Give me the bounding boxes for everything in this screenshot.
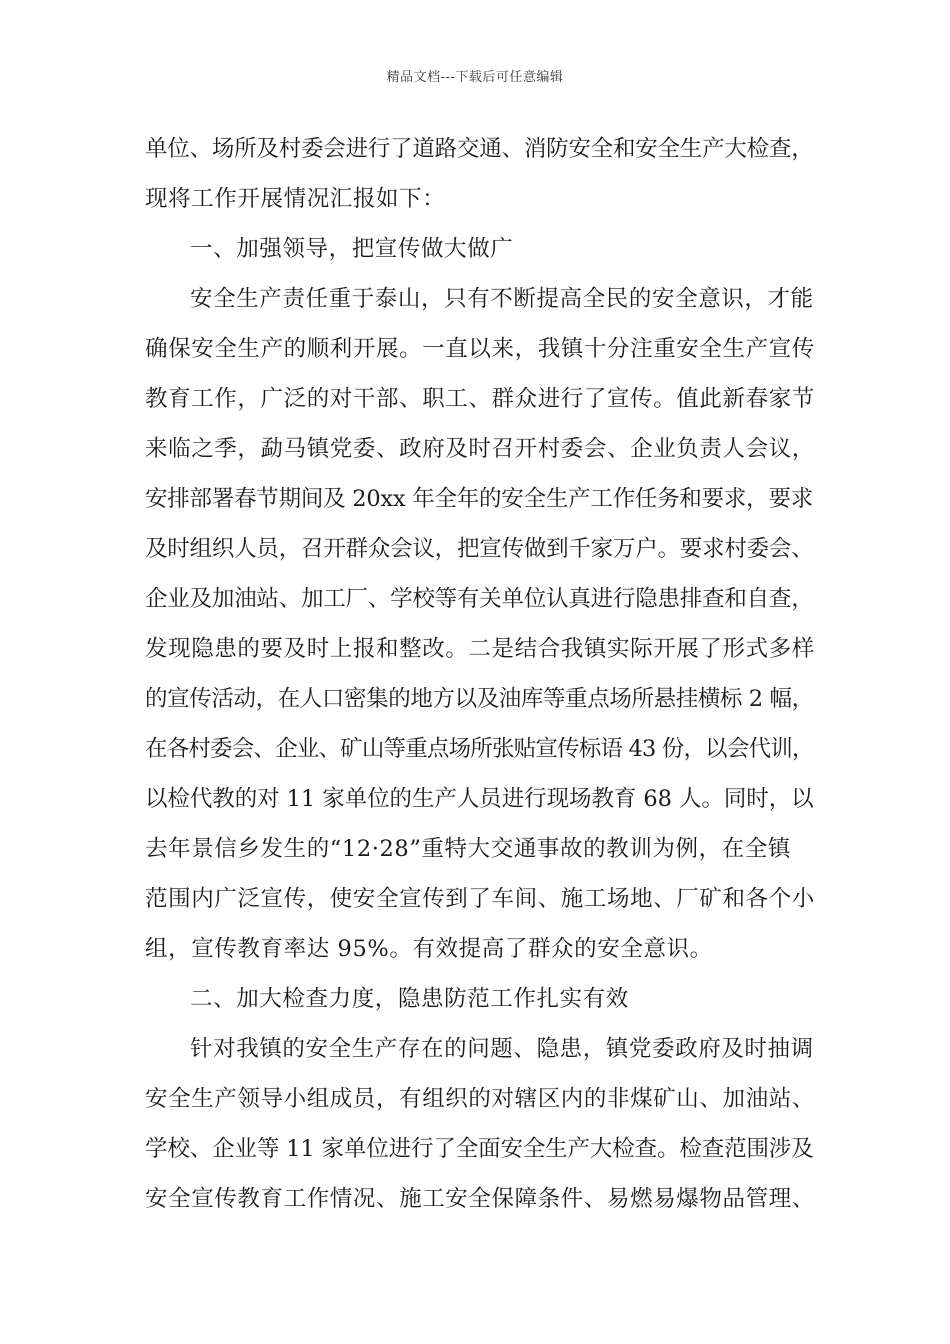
text-line: 安排部署春节期间及 20xx 年全年的安全生产工作任务和要求，要求 — [145, 486, 813, 512]
text-line: 来临之季，勐马镇党委、政府及时召开村委会、企业负责人会议， — [145, 436, 815, 462]
text-line: 发现隐患的要及时上报和整改。二是结合我镇实际开展了形式多样 — [145, 636, 815, 662]
text-line: 企业及加油站、加工厂、学校等有关单位认真进行隐患排查和自查， — [145, 586, 814, 612]
text-line: 组，宣传教育率达 95%。有效提高了群众的安全意识。 — [145, 936, 713, 962]
page-header: 精品文档---下载后可任意编辑 — [386, 70, 564, 85]
text-line: 的宣传活动，在人口密集的地方以及油库等重点场所悬挂横标 2 幅， — [145, 686, 814, 712]
text-line: 现将工作开展情况汇报如下： — [145, 186, 446, 212]
paragraph-start-line: 二、加大检查力度，隐患防范工作扎实有效 — [190, 986, 629, 1012]
text-line: 在各村委会、企业、矿山等重点场所张贴宣传标语 43 份，以会代训， — [145, 736, 814, 762]
text-line: 安全生产领导小组成员，有组织的对辖区内的非煤矿山、加油站、 — [145, 1086, 815, 1112]
text-line: 学校、企业等 11 家单位进行了全面安全生产大检查。检查范围涉及 — [145, 1136, 814, 1162]
text-line: 单位、场所及村委会进行了道路交通、消防安全和安全生产大检查， — [145, 136, 814, 162]
paragraph-start-line: 针对我镇的安全生产存在的问题、隐患，镇党委政府及时抽调 — [190, 1036, 814, 1062]
text-line: 去年景信乡发生的“12·28”重特大交通事故的教训为例，在全镇 — [145, 836, 792, 862]
text-line: 安全宣传教育工作情况、施工安全保障条件、易燃易爆物品管理、 — [145, 1186, 815, 1212]
paragraph-start-line: 一、加强领导，把宣传做大做广 — [190, 236, 514, 262]
document-body — [145, 124, 815, 1224]
text-line: 以检代教的对 11 家单位的生产人员进行现场教育 68 人。同时，以 — [145, 786, 814, 812]
paragraph-start-line: 安全生产责任重于泰山，只有不断提高全民的安全意识，才能 — [190, 286, 814, 312]
text-line: 确保安全生产的顺利开展。一直以来，我镇十分注重安全生产宣传 — [145, 336, 815, 362]
text-line: 教育工作，广泛的对干部、职工、群众进行了宣传。值此新春家节 — [145, 386, 815, 412]
text-line: 范围内广泛宣传，使安全宣传到了车间、施工场地、厂矿和各个小 — [145, 886, 815, 912]
text-line: 及时组织人员，召开群众会议，把宣传做到千家万户。要求村委会、 — [145, 536, 814, 562]
